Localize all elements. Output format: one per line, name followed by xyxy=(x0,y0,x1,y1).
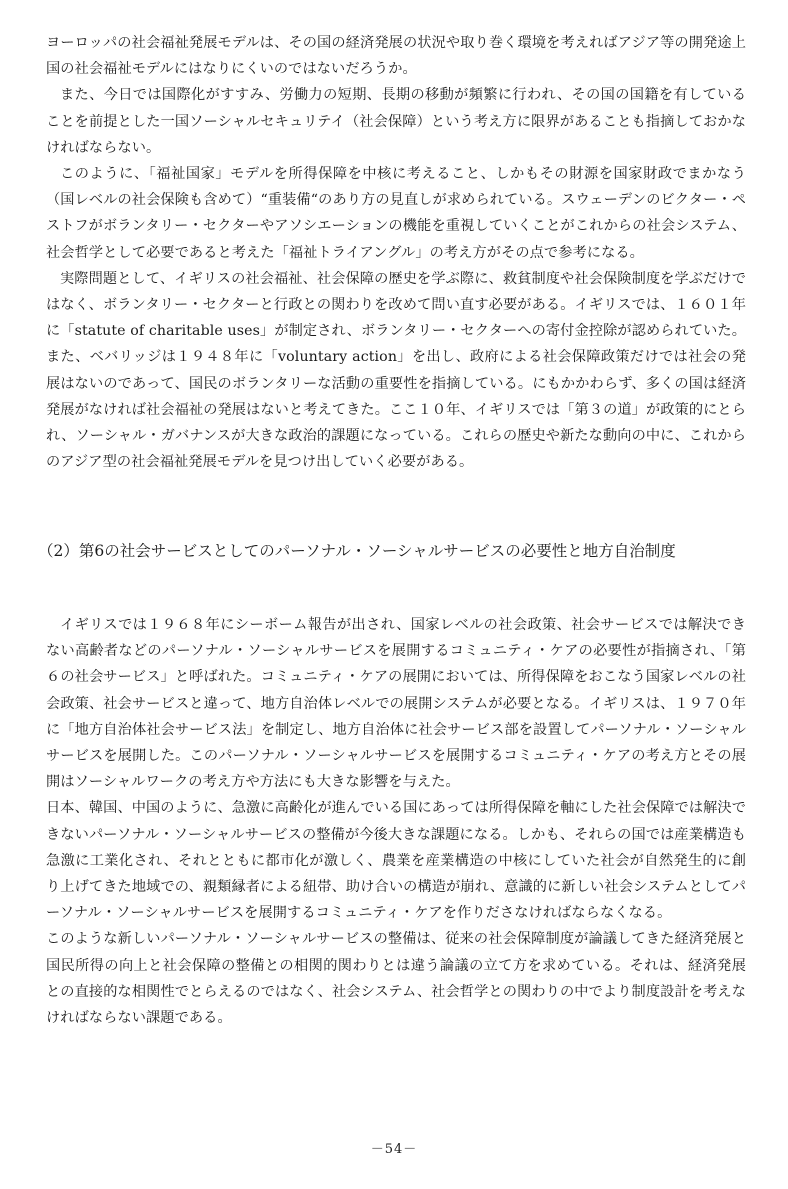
paragraph-2-2: 日本、韓国、中国のように、急激に高齢化が進んでいる国にあっては所得保障を軸にした社会保障では解決できないパーソナル・ソーシャルサービスの整備が今後大きな課題になる。しかも、それらの国では産業構造も急激に工業化され、それとともに都市化が激しく、農業を産業構造の中核にしていた社会が自然発生的に創り上げてきた地域での、親類縁者による紐帯、助け合いの構造が崩れ、意識的に新しい社会システムとしてパーソナル・ソーシャルサービスを展開するコミュニティ・ケアを作りださなければならなくなる。 xyxy=(46,800,746,922)
section-heading-block xyxy=(38,538,738,564)
paragraph-2-3: このような新しいパーソナル・ソーシャルサービスの整備は、従来の社会保障制度が論議してきた経済発展と国民所得の向上と社会保障の整備との相関的関わりとは違う論議の立て方を求めている。それは、経済発展との直接的な相関性でとらえるのではなく、社会システム、社会哲学との関わりの中でより制度設計を考えなければならない課題である。 xyxy=(46,931,746,1027)
paragraph-1-4: 実際問題として、イギリスの社会福祉、社会保障の歴史を学ぶ際に、救貧制度や社会保険制度を学ぶだけではなく、ボランタリー・セクターと行政との関わりを改めて問い直す必要がある。イギリスでは、１６０１年に「statute of charitable uses」が制定され、ボランタリー・セクターへの寄付金控除が認められていた。また、ベバリッジは１９４８年に「voluntary action」を出し、政府による社会保障政策だけでは社会の発展はないのであって、国民のボランタリーな活動の重要性を指摘している。にもかかわらず、多くの国は経済発展がなければ社会福祉の発展はないと考えてきた。ここ１０年、イギリスでは「第３の道」が政策的にとられ、ソーシャル・ガバナンスが大きな政治的課題になっている。これらの歴史や新たな動向の中に、これからのアジア型の社会福祉発展モデルを見つけ出していく必要がある。 xyxy=(46,270,746,471)
section-1 xyxy=(46,30,746,475)
paragraph-1-2: また、今日では国際化がすすみ、労働力の短期、長期の移動が頻繁に行われ、その国の国籍を有していることを前提とした一国ソーシャルセキュリテイ（社会保障）という考え方に限界があることも指摘しておかなければならない。 xyxy=(46,87,746,156)
section-heading: （2）第6の社会サービスとしてのパーソナル・ソーシャルサービスの必要性と地方自治制度 xyxy=(38,542,676,560)
paragraph-1-1: ヨーロッパの社会福祉発展モデルは、その国の経済発展の状況や取り巻く環境を考えればアジア等の開発途上国の社会福祉モデルにはなりにくいのではないだろうか。 xyxy=(46,35,746,78)
paragraph-2-1: イギリスでは１９６８年にシーボーム報告が出され、国家レベルの社会政策、社会サービスでは解決できない高齢者などのパーソナル・ソーシャルサービスを展開するコミュニティ・ケアの必要性が指摘され、「第６の社会サービス」と呼ばれた。コミュニティ・ケアの展開においては、所得保障をおこなう国家レベルの社会政策、社会サービスと違って、地方自治体レベルでの展開システムが必要となる。イギリスは、１９７０年に「地方自治体社会サービス法」を制定し、地方自治体に社会サービス部を設置してパーソナル・ソーシャルサービスを展開した。このパーソナル・ソーシャルサービスを展開するコミュニティ・ケアの考え方とその展開はソーシャルワークの考え方や方法にも大きな影響を与えた。 xyxy=(46,617,746,791)
page-number: －54－ xyxy=(370,1142,418,1157)
section-2 xyxy=(46,612,746,1031)
paragraph-1-3: このように、「福祉国家」モデルを所得保障を中核に考えること、しかもその財源を国家財政でまかなう（国レベルの社会保険も含めて）“重装備“のあり方の見直しが求められている。スウェーデンのビクター・ペストフがボランタリー・セクターやアソシエーションの機能を重視していくことがこれからの社会システム、社会哲学として必要であると考えた「福祉トライアングル」の考え方がその点で参考になる。 xyxy=(46,166,746,261)
